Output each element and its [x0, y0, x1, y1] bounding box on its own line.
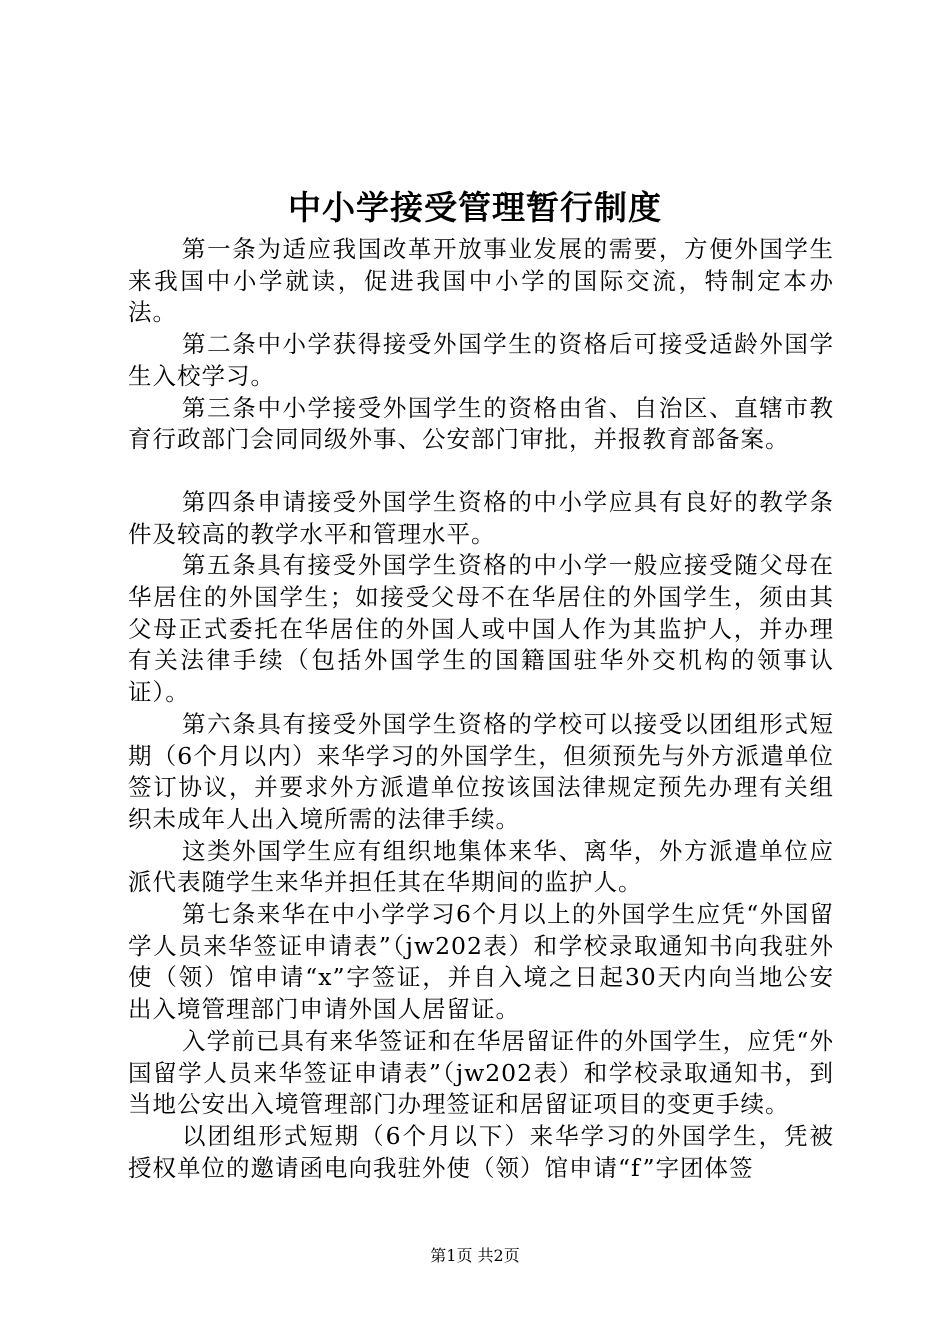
paragraph-article-3: 第三条中小学接受外国学生的资格由省、自治区、直辖市教育行政部门会同同级外事、公安部门审批，并报教育部备案。 — [128, 393, 834, 454]
document-title: 中小学接受管理暂行制度 — [288, 188, 662, 227]
paragraph-article-6: 第六条具有接受外国学生资格的学校可以接受以团组形式短期（6个月以内）来华学习的外国学生，但须预先与外方派遣单位签订协议，并要求外方派遣单位按该国法律规定预先办理有关组织未成年人出入境所需的法律手续。 — [128, 709, 834, 833]
document-body — [128, 234, 834, 1184]
paragraph-article-7-supplement: 入学前已具有来华签证和在华居留证件的外国学生，应凭“外国留学人员来华签证申请表”（jw202表）和学校录取通知书，到当地公安出入境管理部门办理签证和居留证项目的变更手续。 — [128, 1026, 834, 1119]
paragraph-article-4: 第四条申请接受外国学生资格的中小学应具有良好的教学条件及较高的教学水平和管理水平。 — [128, 487, 834, 548]
paragraph-article-2: 第二条中小学获得接受外国学生的资格后可接受适龄外国学生入校学习。 — [128, 330, 834, 390]
paragraph-group-visa: 以团组形式短期（6个月以下）来华学习的外国学生，凭被授权单位的邀请函电向我驻外使（领）馆申请“f”字团体签 — [128, 1121, 834, 1182]
paragraph-article-1: 第一条为适应我国改革开放事业发展的需要，方便外国学生来我国中小学就读，促进我国中小学的国际交流，特制定本办法。 — [128, 235, 834, 327]
page-footer: 第1页 共2页 — [430, 1246, 520, 1265]
paragraph-article-7: 第七条来华在中小学学习6个月以上的外国学生应凭“外国留学人员来华签证申请表”（jw202表）和学校录取通知书向我驻外使（领）馆申请“x”字签证，并自入境之日起30天内向当地公安出入境管理部门申请外国人居留证。 — [128, 900, 834, 1024]
paragraph-article-5: 第五条具有接受外国学生资格的中小学一般应接受随父母在华居住的外国学生；如接受父母不在华居住的外国学生，须由其父母正式委托在华居住的外国人或中国人作为其监护人，并办理有关法律手续（包括外国学生的国籍国驻华外交机构的领事认证）。 — [128, 551, 834, 707]
paragraph-article-6-supplement: 这类外国学生应有组织地集体来华、离华，外方派遣单位应派代表随学生来华并担任其在华期间的监护人。 — [128, 836, 834, 897]
